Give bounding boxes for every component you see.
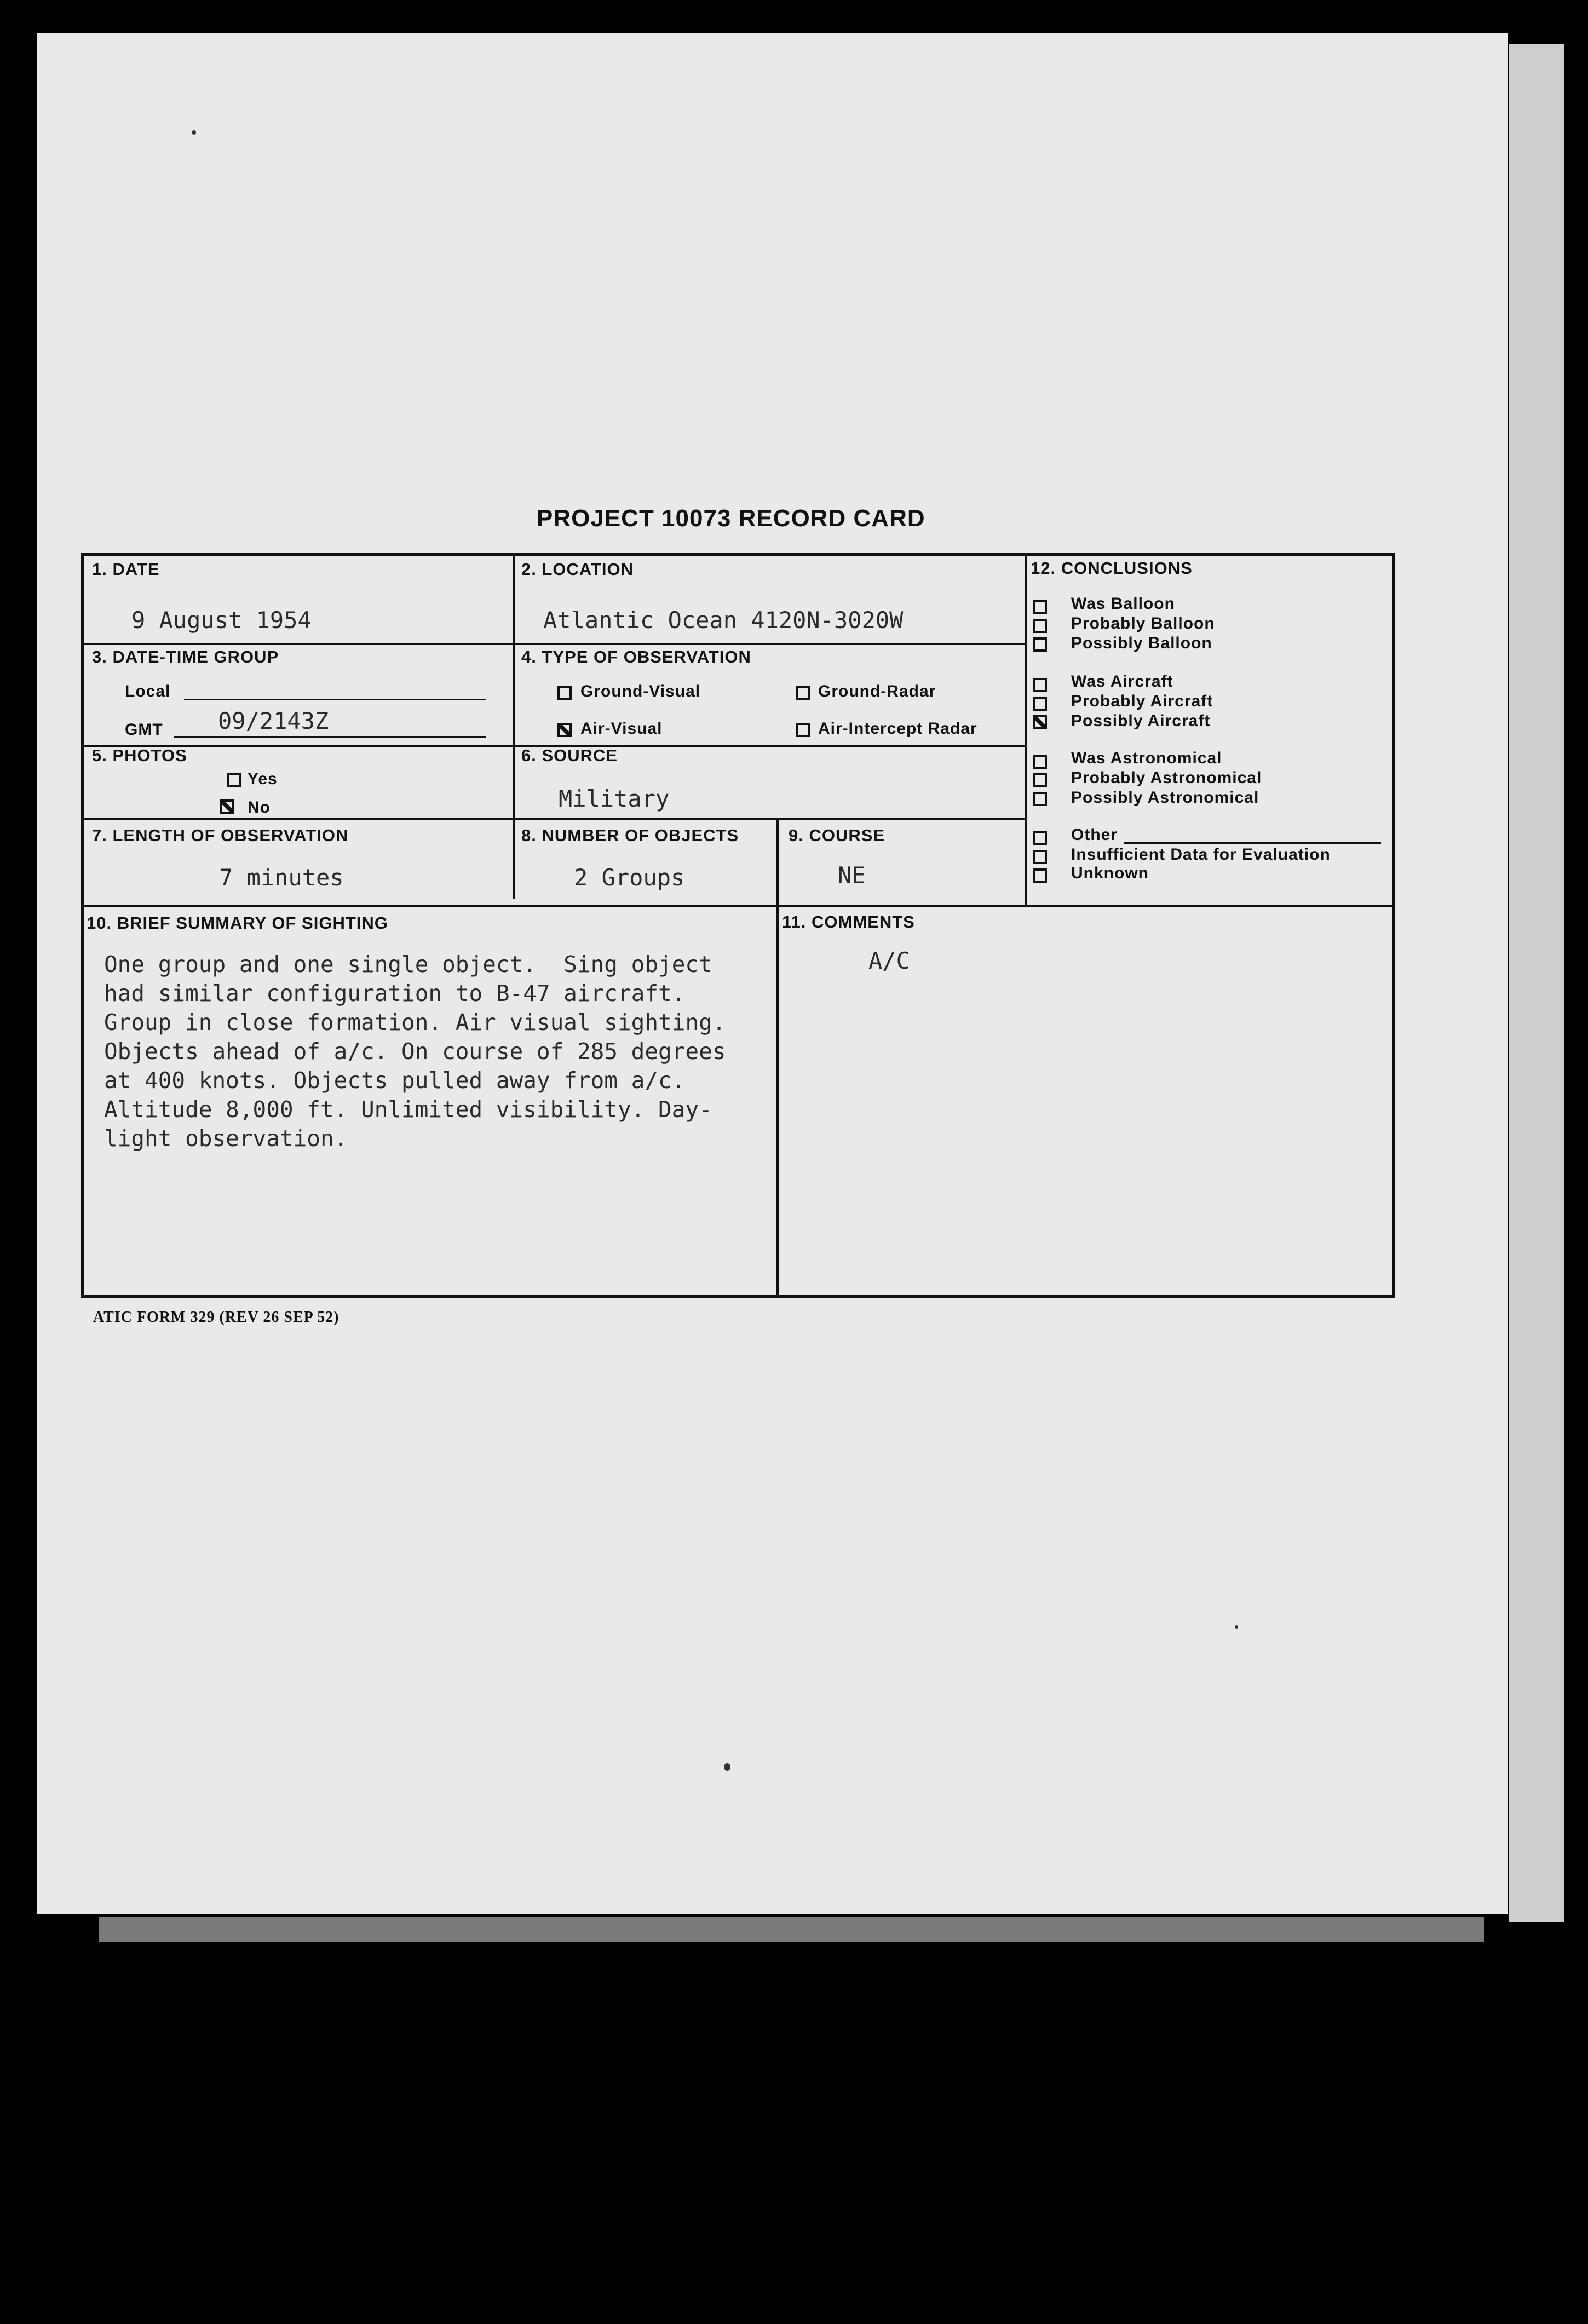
conclusion-unknown: Unknown xyxy=(1071,864,1149,882)
ground-visual-checkbox xyxy=(557,686,572,700)
insufficient-data-checkbox xyxy=(1033,850,1047,864)
gmt-label: GMT xyxy=(125,721,163,739)
location-value: Atlantic Ocean 4120N-3020W xyxy=(543,607,904,634)
probably-astronomical-checkbox xyxy=(1033,773,1047,787)
probably-balloon-checkbox xyxy=(1033,619,1047,633)
date-value: 9 August 1954 xyxy=(131,607,312,634)
conclusion-probably-aircraft: Probably Aircraft xyxy=(1071,692,1213,710)
paper-edge xyxy=(1509,44,1564,1922)
comments-value: A/C xyxy=(868,947,910,974)
conclusion-was-aircraft: Was Aircraft xyxy=(1071,672,1173,691)
length-label: 7. LENGTH OF OBSERVATION xyxy=(92,826,349,845)
gmt-underline xyxy=(174,736,486,738)
photos-label: 5. PHOTOS xyxy=(92,746,187,765)
form-footer: ATIC FORM 329 (REV 26 SEP 52) xyxy=(93,1309,340,1326)
was-aircraft-checkbox xyxy=(1033,678,1047,692)
paper-bottom-shadow xyxy=(99,1917,1484,1942)
course-label: 9. COURSE xyxy=(789,826,885,845)
summary-text: One group and one single object. Sing object had similar configuration to B-47 aircraft. Group in close formation. Air visual sighting. Objects ahead of a/c. On course of 285 degrees at 400 knots. Objects pulled away from a/c. Altitude 8,000 ft. Unlimited visibility. Day- light observation. xyxy=(104,951,726,1152)
photos-yes-checkbox xyxy=(227,773,241,787)
conclusions-label: 12. CONCLUSIONS xyxy=(1031,559,1193,578)
conclusion-was-astronomical: Was Astronomical xyxy=(1071,749,1222,767)
air-visual-checkbox xyxy=(557,723,572,737)
was-astronomical-checkbox xyxy=(1033,755,1047,769)
scan-speck xyxy=(1235,1625,1238,1629)
was-balloon-checkbox xyxy=(1033,600,1047,614)
num-objects-value: 2 Groups xyxy=(574,864,685,891)
possibly-aircraft-checkbox xyxy=(1033,715,1047,729)
dtg-label: 3. DATE-TIME GROUP xyxy=(92,647,279,666)
possibly-balloon-checkbox xyxy=(1033,637,1047,652)
ground-visual-label: Ground-Visual xyxy=(580,682,701,700)
local-label: Local xyxy=(125,682,171,700)
photos-no-label: No xyxy=(248,798,271,816)
date-label: 1. DATE xyxy=(92,560,160,579)
unknown-checkbox xyxy=(1033,868,1047,883)
length-value: 7 minutes xyxy=(219,864,344,891)
conclusion-insufficient-data: Insufficient Data for Evaluation xyxy=(1071,845,1331,864)
ground-radar-checkbox xyxy=(796,686,810,700)
location-label: 2. LOCATION xyxy=(521,560,634,579)
possibly-astronomical-checkbox xyxy=(1033,792,1047,806)
grid-line xyxy=(513,554,515,899)
photos-no-checkbox xyxy=(220,799,234,814)
source-label: 6. SOURCE xyxy=(521,746,618,765)
photos-yes-label: Yes xyxy=(248,770,278,788)
card-title: PROJECT 10073 RECORD CARD xyxy=(537,505,925,532)
grid-line xyxy=(82,643,1026,645)
source-value: Military xyxy=(559,785,670,812)
other-underline xyxy=(1124,842,1381,844)
grid-line xyxy=(1025,554,1027,905)
course-value: NE xyxy=(838,862,866,889)
conclusion-possibly-astronomical: Possibly Astronomical xyxy=(1071,789,1259,807)
conclusion-other: Other xyxy=(1071,826,1118,844)
probably-aircraft-checkbox xyxy=(1033,697,1047,711)
local-underline xyxy=(184,699,486,700)
other-checkbox xyxy=(1033,831,1047,845)
comments-label: 11. COMMENTS xyxy=(782,912,915,931)
summary-label: 10. BRIEF SUMMARY OF SIGHTING xyxy=(87,913,388,933)
conclusion-possibly-balloon: Possibly Balloon xyxy=(1071,634,1212,652)
conclusion-probably-astronomical: Probably Astronomical xyxy=(1071,769,1262,787)
obs-type-label: 4. TYPE OF OBSERVATION xyxy=(521,647,751,666)
num-objects-label: 8. NUMBER OF OBJECTS xyxy=(521,826,739,845)
conclusion-probably-balloon: Probably Balloon xyxy=(1071,614,1215,632)
conclusion-was-balloon: Was Balloon xyxy=(1071,595,1175,613)
ground-radar-label: Ground-Radar xyxy=(818,682,936,700)
gmt-value: 09/2143Z xyxy=(218,707,329,734)
air-intercept-checkbox xyxy=(796,723,810,737)
grid-line xyxy=(82,818,1026,820)
grid-line xyxy=(82,905,1393,907)
conclusion-possibly-aircraft: Possibly Aircraft xyxy=(1071,712,1211,730)
air-intercept-label: Air-Intercept Radar xyxy=(818,720,977,738)
scan-speck xyxy=(724,1763,730,1771)
scan-speck xyxy=(192,130,196,135)
air-visual-label: Air-Visual xyxy=(580,720,663,738)
